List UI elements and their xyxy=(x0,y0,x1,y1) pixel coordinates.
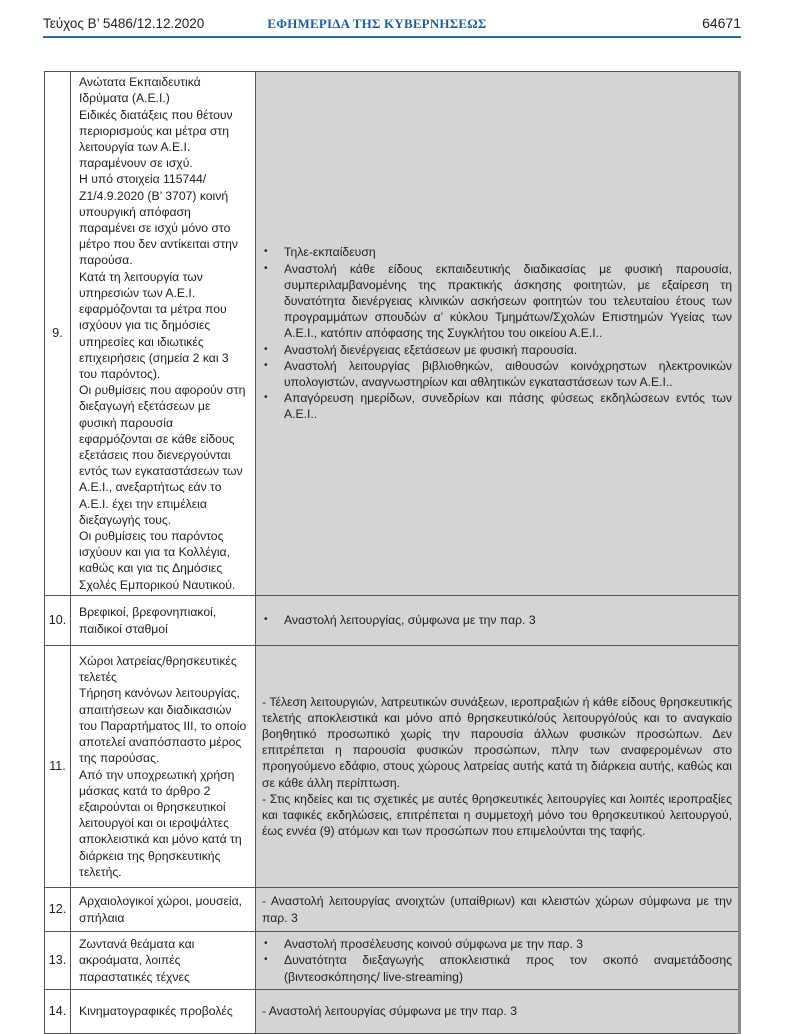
publication-title: ΕΦΗΜΕΡΙΔΑ ΤΗΣ ΚΥΒΕΡΝΗΣΕΩΣ xyxy=(267,16,487,31)
table-row xyxy=(45,990,740,1034)
row-measures xyxy=(256,596,740,646)
list-item: • Τηλε-εκπαίδευση xyxy=(262,244,732,260)
table-row xyxy=(45,932,740,990)
label-line: Τήρηση κανόνων λειτουργίας, απαιτήσεων και διαδικασιών του Παραρτήματος ΙΙΙ, το οποίο αποτελεί αναπόσπαστο μέρος της παρούσας. xyxy=(79,686,247,766)
row-label xyxy=(71,72,256,596)
label-line: Οι ρυθμίσεις του παρόντος ισχύουν και για τα Κολλέγια, καθώς και για τις Δημόσιες Σχολές Εμπορικού Ναυτικού. xyxy=(79,528,236,592)
row-measures xyxy=(256,646,740,888)
label-line: Χώροι λατρείας/θρησκευτικές τελετές xyxy=(79,654,237,685)
list-item: • Αναστολή λειτουργίας βιβλιοθηκών, αιθουσών κοινόχρηστων ηλεκτρονικών υπολογιστών, αναγνωστηρίων και αθλητικών εγκαταστάσεων των Α.Ε.Ι.. xyxy=(262,358,732,390)
label-line: Αρχαιολογικοί χώροι, μουσεία, σπήλαια xyxy=(79,894,243,925)
table-row xyxy=(45,646,740,888)
row-number: 10. xyxy=(45,596,71,646)
list-item: • Αναστολή διενέργειας εξετάσεων με φυσική παρουσία. xyxy=(262,342,732,358)
list-item: • Αναστολή προσέλευσης κοινού σύμφωνα με την παρ. 3 xyxy=(262,936,732,952)
row-number: 12. xyxy=(45,888,71,932)
row-measures xyxy=(256,888,740,932)
row-number: 11. xyxy=(45,646,71,888)
issue-reference: Τεύχος Β’ 5486/12.12.2020 xyxy=(43,16,205,31)
measure-paragraph: - Στις κηδείες και τις σχετικές με αυτές θρησκευτικές λειτουργίες και λοιπές ιεροπραξίες και ταφικές εκδηλώσεις, επιτρέπεται η συμμετοχή μόνο του θρησκευτικού λειτουργού, έως εννέα (9) ατόμων και των προσώπων που επιμελούνται της ταφής. xyxy=(262,791,732,839)
measure-paragraph: - Αναστολή λειτουργίας σύμφωνα με την παρ. 3 xyxy=(262,1004,517,1019)
row-measures xyxy=(256,72,740,596)
label-line: Οι ρυθμίσεις που αφορούν στη διεξαγωγή εξετάσεων με φυσική παρουσία εφαρμόζονται σε κάθε είδους εξετάσεις που διενεργούνται εντός των εγκαταστάσεων των Α.Ε.Ι., ανεξαρτήτως εάν το Α.Ε.Ι. έχει την επιμέλεια διεξαγωγής τους. xyxy=(79,383,246,527)
list-item: • Αναστολή λειτουργίας, σύμφωνα με την παρ. 3 xyxy=(262,612,732,628)
label-line: Η υπό στοιχεία 115744/ Ζ1/4.9.2020 (Β’ 3707) κοινή υπουργική απόφαση παραμένει σε ισχύ μόνο στο μέτρο που δεν αντίκειται στην παρούσα. xyxy=(79,172,239,268)
label-line: Κινηματογραφικές προβολές xyxy=(79,1004,233,1019)
label-line: Ζωντανά θεάματα και ακροάματα, λοιπές παραστατικές τέχνες xyxy=(79,937,195,984)
header-divider xyxy=(43,36,741,38)
row-label xyxy=(71,596,256,646)
label-line: Ανώτατα Εκπαιδευτικά Ιδρύματα (Α.Ε.Ι.) xyxy=(79,75,201,106)
row-measures xyxy=(256,932,740,990)
row-measures xyxy=(256,990,740,1034)
row-number: 14. xyxy=(45,990,71,1034)
label-line: Ειδικές διατάξεις που θέτουν περιορισμούς και μέτρα στη λειτουργία των Α.Ε.Ι. παραμένουν σε ισχύ. xyxy=(79,107,233,171)
row-label xyxy=(71,888,256,932)
label-line: Κατά τη λειτουργία των υπηρεσιών των Α.Ε.Ι. εφαρμόζονται τα μέτρα που ισχύουν για τις δημόσιες υπηρεσίες και ιδιωτικές επιχειρήσεις (σημεία 2 και 3 του παρόντος). xyxy=(79,269,229,381)
list-item: • Δυνατότητα διεξαγωγής αποκλειστικά προς τον σκοπό αναμετάδοσης (βιντεοσκόπησης/ live-streaming) xyxy=(262,952,732,984)
row-label xyxy=(71,990,256,1034)
page-header xyxy=(43,14,741,36)
table-row xyxy=(45,596,740,646)
list-item: • Αναστολή κάθε είδους εκπαιδευτικής διαδικασίας με φυσική παρουσία, συμπεριλαμβανομένης της πρακτικής άσκησης φοιτητών, με εξαίρεση τη δυνατότητα διενέργειας κλινικών ασκήσεων φοιτητών του τελευταίου έτους των προγραμμάτων σπουδών α’ κύκλου Τμημάτων/Σχολών Επιστημών Υγείας των Α.Ε.Ι., κατόπιν απόφασης της Συγκλήτου του οικείου Α.Ε.Ι.. xyxy=(262,261,732,342)
measure-paragraph: - Τέλεση λειτουργιών, λατρευτικών συνάξεων, ιεροπραξιών ή κάθε είδους θρησκευτικής τελετής αποκλειστικά και μόνο από θρησκευτικό/ούς λειτουργό/ούς και το αναγκαίο βοηθητικό προσωπικό χωρίς την παρουσία άλλων φυσικών προσώπων. Δεν επιτρέπεται η παρουσία φυσικών προσώπων, πλην των αναφερομένων στο προηγούμενο εδάφιο, στους χώρους λατρείας αυτής κατά τη διάρκεια αυτής, καθώς και σε κάθε άλλη περίπτωση. xyxy=(262,694,732,790)
row-number: 13. xyxy=(45,932,71,990)
measures-list xyxy=(262,612,732,628)
row-number: 9. xyxy=(45,72,71,596)
measure-paragraph: - Αναστολή λειτουργίας ανοιχτών (υπαίθριων) και κλειστών χώρων σύμφωνα με την παρ. 3 xyxy=(262,894,732,925)
table-row xyxy=(45,888,740,932)
measures-list xyxy=(262,936,732,985)
row-label xyxy=(71,646,256,888)
list-item: • Απαγόρευση ημερίδων, συνεδρίων και πάσης φύσεως εκδηλώσεων εντός των Α.Ε.Ι.. xyxy=(262,390,732,422)
page-number: 64671 xyxy=(702,15,741,31)
measures-list xyxy=(262,244,732,422)
measures-table xyxy=(44,71,741,1034)
label-line: Από την υποχρεωτική χρήση μάσκας κατά το άρθρο 2 εξαιρούνται οι θρησκευτικοί λειτουργοί και οι ιεροψάλτες αποκλειστικά και μόνο κατά τη διάρκεια της θρησκευτικής τελετής. xyxy=(79,767,242,879)
table-row xyxy=(45,72,740,596)
label-line: Βρεφικοί, βρεφονηπιακοί, παιδικοί σταθμοί xyxy=(79,605,217,636)
row-label xyxy=(71,932,256,990)
